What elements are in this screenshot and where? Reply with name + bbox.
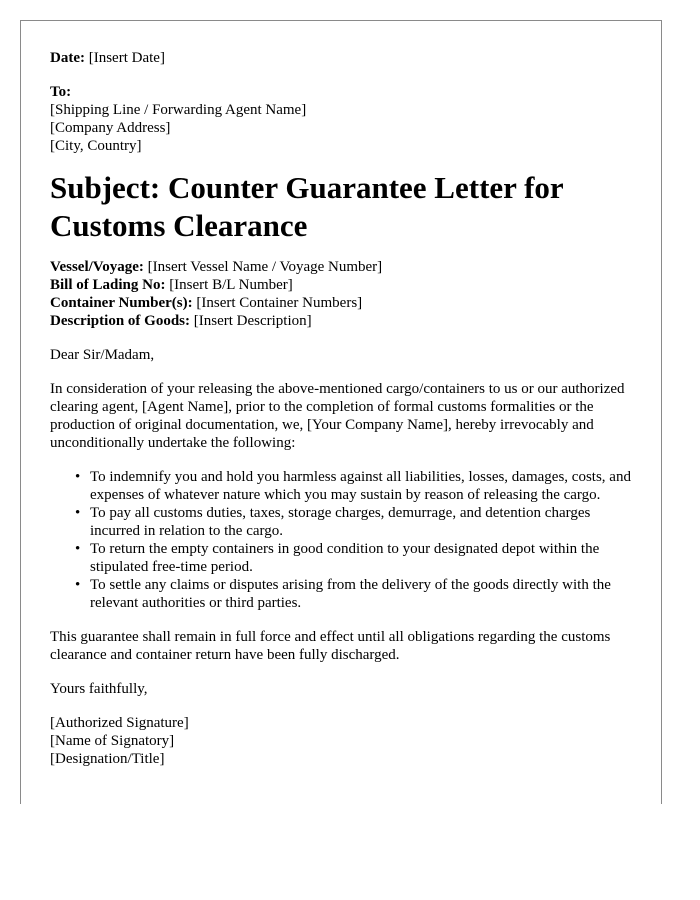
list-item	[75, 504, 640, 540]
list-item-text: To settle any claims or disputes arising from the delivery of the goods directly with the relevant authorities or third parties.	[90, 577, 611, 611]
signature-placeholder: [Authorized Signature]	[50, 715, 189, 731]
list-item-text: To indemnify you and hold you harmless against all liabilities, losses, damages, costs, and expenses of whatever nature which you may sustain by reason of releasing the cargo.	[90, 469, 631, 503]
date-value: [Insert Date]	[88, 50, 165, 66]
ref-label: Vessel/Voyage:	[50, 259, 144, 275]
letter-content	[50, 49, 640, 768]
validity-paragraph: This guarantee shall remain in full force and effect until all obligations regarding the customs clearance and container return have been fully discharged.	[50, 629, 611, 663]
ref-label: Description of Goods:	[50, 313, 190, 329]
list-item-text: To pay all customs duties, taxes, storage charges, demurrage, and detention charges incurred in relation to the cargo.	[90, 505, 591, 539]
date-line	[50, 49, 640, 67]
ref-label: Bill of Lading No:	[50, 277, 166, 293]
ref-value: [Insert B/L Number]	[169, 277, 293, 293]
bullet-icon: •	[75, 541, 81, 557]
list-item	[75, 576, 640, 612]
bullet-icon: •	[75, 505, 81, 521]
signatory-designation: [Designation/Title]	[50, 751, 165, 767]
to-label: To:	[50, 84, 72, 100]
date-label: Date:	[50, 50, 85, 66]
letter-page	[20, 20, 662, 804]
list-item	[75, 468, 640, 504]
list-item	[75, 540, 640, 576]
signatory-name: [Name of Signatory]	[50, 733, 175, 749]
bullet-icon: •	[75, 469, 81, 485]
closing-line: Yours faithfully,	[50, 681, 148, 697]
salutation: Dear Sir/Madam,	[50, 347, 155, 363]
bullet-icon: •	[75, 577, 81, 593]
recipient-address: [Company Address]	[50, 120, 171, 136]
ref-vessel-voyage	[50, 258, 640, 276]
recipient-name: [Shipping Line / Forwarding Agent Name]	[50, 102, 307, 118]
signature-block	[50, 714, 640, 768]
ref-bill-of-lading	[50, 276, 640, 294]
ref-label: Container Number(s):	[50, 295, 193, 311]
reference-block	[50, 258, 640, 330]
ref-container-numbers	[50, 294, 640, 312]
ref-description-of-goods	[50, 312, 640, 330]
subject-heading: Subject: Counter Guarantee Letter for Customs Clearance	[50, 170, 564, 243]
ref-value: [Insert Container Numbers]	[196, 295, 363, 311]
ref-value: [Insert Vessel Name / Voyage Number]	[147, 259, 383, 275]
ref-value: [Insert Description]	[193, 313, 312, 329]
recipient-block	[50, 83, 640, 155]
undertakings-list	[50, 468, 640, 612]
recipient-city: [City, Country]	[50, 138, 142, 154]
intro-paragraph: In consideration of your releasing the above-mentioned cargo/containers to us or our authorized clearing agent, [Agent Name], prior to the completion of formal customs formalities or the production of original documentation, we, [Your Company Name], hereby irrevocably and unconditionally undertake the following:	[50, 381, 625, 451]
list-item-text: To return the empty containers in good condition to your designated depot within the stipulated free-time period.	[90, 541, 600, 575]
